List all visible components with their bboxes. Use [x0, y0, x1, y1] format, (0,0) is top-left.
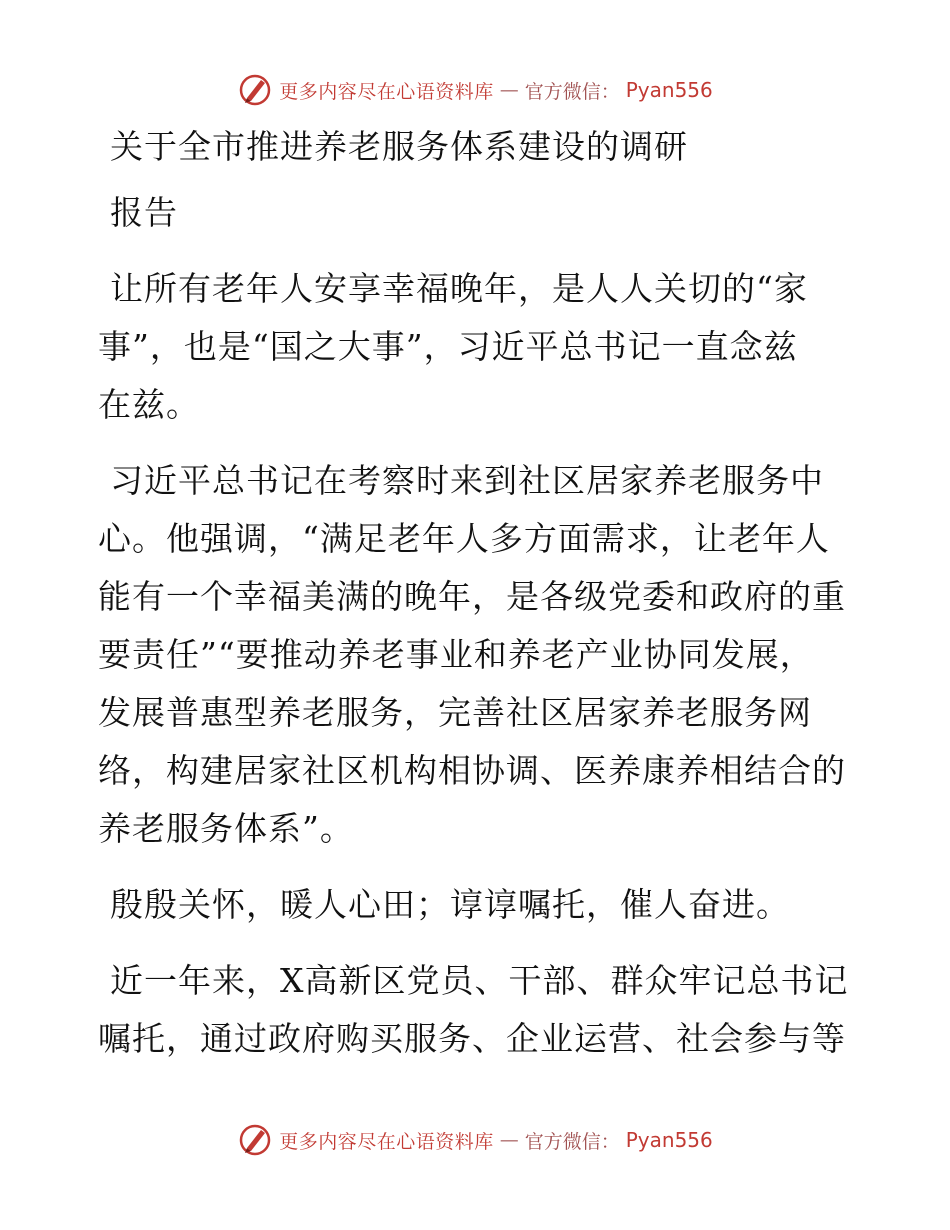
paragraph-line: 能有一个幸福美满的晚年，是各级党委和政府的重	[98, 577, 846, 616]
watermark-wechat-id: Pyan556	[625, 78, 713, 102]
watermark-text: 更多内容尽在心语资料库	[279, 1130, 494, 1153]
document-title-line: 报告	[110, 193, 178, 232]
paragraph-line: 让所有老年人安享幸福晚年，是人人关切的“家	[110, 269, 808, 308]
watermark-text: 更多内容尽在心语资料库	[279, 80, 494, 103]
watermark-separator: —	[499, 79, 519, 101]
paragraph-line: 要责任”“要推动养老事业和养老产业协同发展，	[98, 635, 814, 674]
paragraph-line: 近一年来，X高新区党员、干部、群众牢记总书记	[110, 961, 849, 1000]
watermark-separator: —	[499, 1129, 519, 1151]
document-body	[98, 118, 858, 1068]
paragraph-line: 发展普惠型养老服务，完善社区居家养老服务网	[98, 693, 812, 732]
watermark-wechat-label: 官方微信：	[524, 1130, 620, 1153]
watermark-header	[0, 70, 950, 110]
paragraph-line: 心。他强调，“满足老年人多方面需求，让老年人	[98, 519, 830, 558]
paragraph-line: 殷殷关怀，暖人心田；谆谆嘱托，催人奋进。	[110, 885, 790, 924]
paragraph-line: 事”，也是“国之大事”，习近平总书记一直念兹	[98, 327, 798, 366]
paragraph-line: 在兹。	[98, 385, 200, 424]
paragraph-line: 养老服务体系”。	[98, 809, 354, 848]
paragraph-line: 络，构建居家社区机构相协调、医养康养相结合的	[98, 751, 846, 790]
watermark-wechat-label: 官方微信：	[524, 80, 620, 103]
pen-logo-icon	[237, 72, 273, 108]
watermark-footer	[0, 1120, 950, 1160]
paragraph-line: 习近平总书记在考察时来到社区居家养老服务中	[110, 461, 824, 500]
watermark-wechat-id: Pyan556	[625, 1128, 713, 1152]
paragraph-line: 嘱托，通过政府购买服务、企业运营、社会参与等	[98, 1019, 846, 1058]
pen-logo-icon	[237, 1122, 273, 1158]
document-title-line: 关于全市推进养老服务体系建设的调研	[110, 127, 688, 166]
